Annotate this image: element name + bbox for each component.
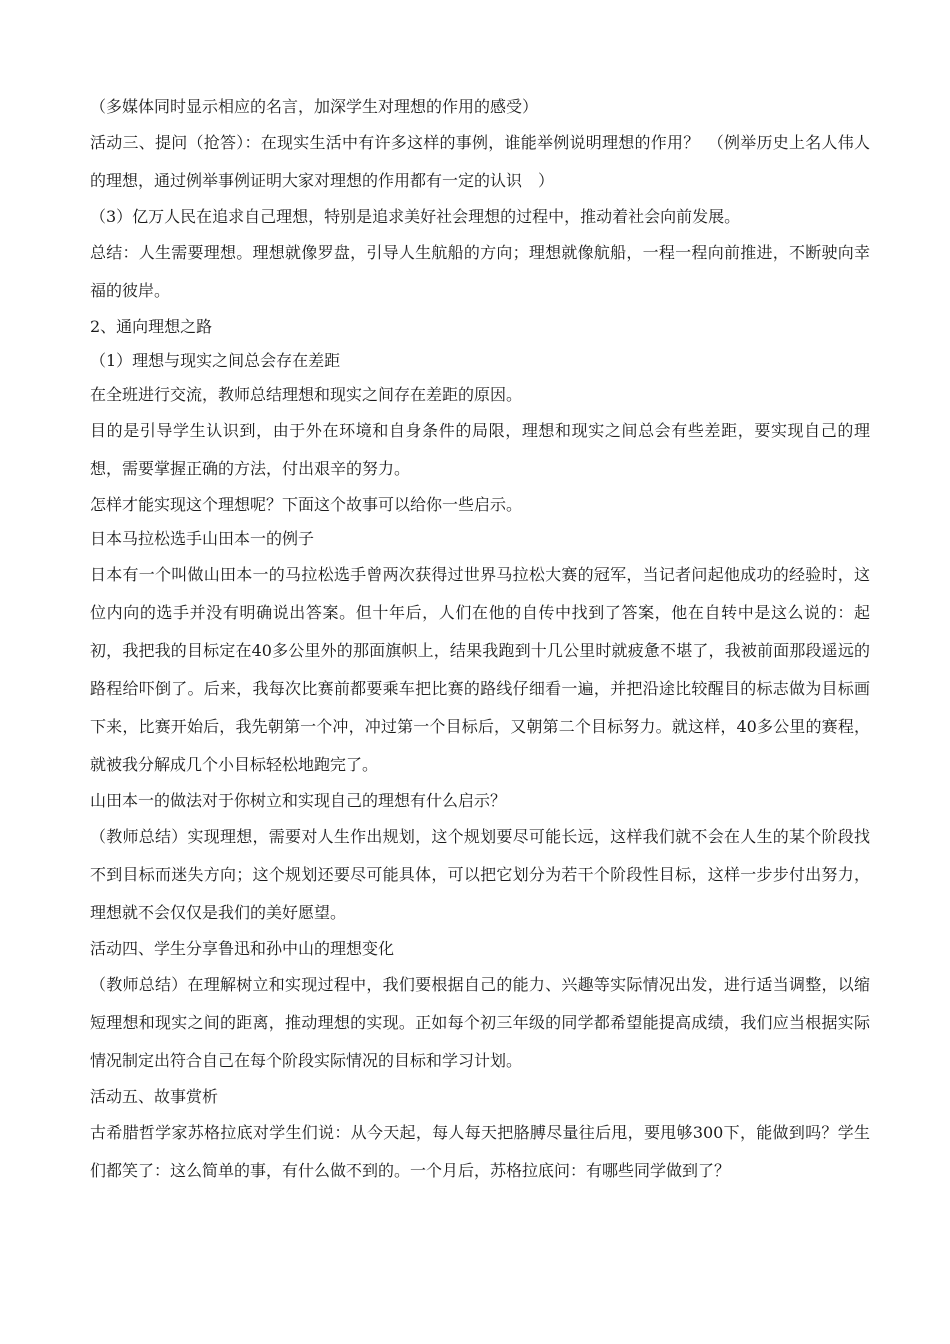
subheading-gap: （1）理想与现实之间总会存在差距 <box>90 351 341 370</box>
section-heading-path-to-ideal: 2、通向理想之路 <box>90 317 213 336</box>
paragraph-marathon-story: 日本有一个叫做山田本一的马拉松选手曾两次获得过世界马拉松大赛的冠军，当记者问起他成功的经验时，这位内向的选手并没有明确说出答案。但十年后，人们在他的自传中找到了答案，他在自转中是这么说的：起初，我把我的目标定在40多公里外的那面旗帜上，结果我跑到十几公里时就疲惫不堪了，我被前面那段遥远的路程给吓倒了。后来，我每次比赛前都要乘车把比赛的路线仔细看一遍，并把沿途比较醒目的标志做为目标画下来，比赛开始后，我先朝第一个冲，冲过第一个目标后，又朝第二个目标努力。就这样，40多公里的赛程，就被我分解成几个小目标轻松地跑完了。 <box>90 565 870 774</box>
paragraph-teacher-summary-planning: （教师总结）实现理想，需要对人生作出规划，这个规划要尽可能长远，这样我们就不会在人生的某个阶段找不到目标而迷失方向；这个规划还要尽可能具体，可以把它划分为若干个阶段性目标，这样一步步付出努力，理想就不会仅仅是我们的美好愿望。 <box>90 827 870 922</box>
document-body <box>90 90 870 1190</box>
heading-activity-four: 活动四、学生分享鲁迅和孙中山的理想变化 <box>90 939 395 958</box>
paragraph-class-exchange: 在全班进行交流，教师总结理想和现实之间存在差距的原因。 <box>90 385 523 404</box>
heading-marathon-example: 日本马拉松选手山田本一的例子 <box>90 529 315 548</box>
paragraph-teacher-summary-adjust: （教师总结）在理解树立和实现过程中，我们要根据自己的能力、兴趣等实际情况出发，进行适当调整，以缩短理想和现实之间的距离，推动理想的实现。正如每个初三年级的同学都希望能提高成绩，我们应当根据实际情况制定出符合自己在每个阶段实际情况的目标和学习计划。 <box>90 975 870 1070</box>
paragraph-how-to-realize: 怎样才能实现这个理想呢？下面这个故事可以给你一些启示。 <box>90 495 523 514</box>
paragraph-marathon-question: 山田本一的做法对于你树立和实现自己的理想有什么启示？ <box>90 791 507 810</box>
paragraph-socrates-story: 古希腊哲学家苏格拉底对学生们说：从今天起，每人每天把胳膊尽量往后甩，要甩够300下，能做到吗？学生们都笑了：这么简单的事，有什么做不到的。一个月后，苏格拉底问：有哪些同学做到了？ <box>90 1123 870 1180</box>
paragraph-multimedia-note: （多媒体同时显示相应的名言，加深学生对理想的作用的感受） <box>90 97 539 116</box>
paragraph-activity-three: 活动三、提问（抢答）：在现实生活中有许多这样的事例，谁能举例说明理想的作用？ （例举历史上名人伟人的理想，通过例举事例证明大家对理想的作用都有一定的认识 ） <box>90 133 870 190</box>
paragraph-point-three: （3）亿万人民在追求自己理想，特别是追求美好社会理想的过程中，推动着社会向前发展。 <box>90 207 741 226</box>
paragraph-summary: 总结：人生需要理想。理想就像罗盘，引导人生航船的方向；理想就像航船，一程一程向前推进，不断驶向幸福的彼岸。 <box>90 243 870 300</box>
paragraph-purpose: 目的是引导学生认识到，由于外在环境和自身条件的局限，理想和现实之间总会有些差距，要实现自己的理想，需要掌握正确的方法，付出艰辛的努力。 <box>90 421 870 478</box>
heading-activity-five: 活动五、故事赏析 <box>90 1087 219 1106</box>
